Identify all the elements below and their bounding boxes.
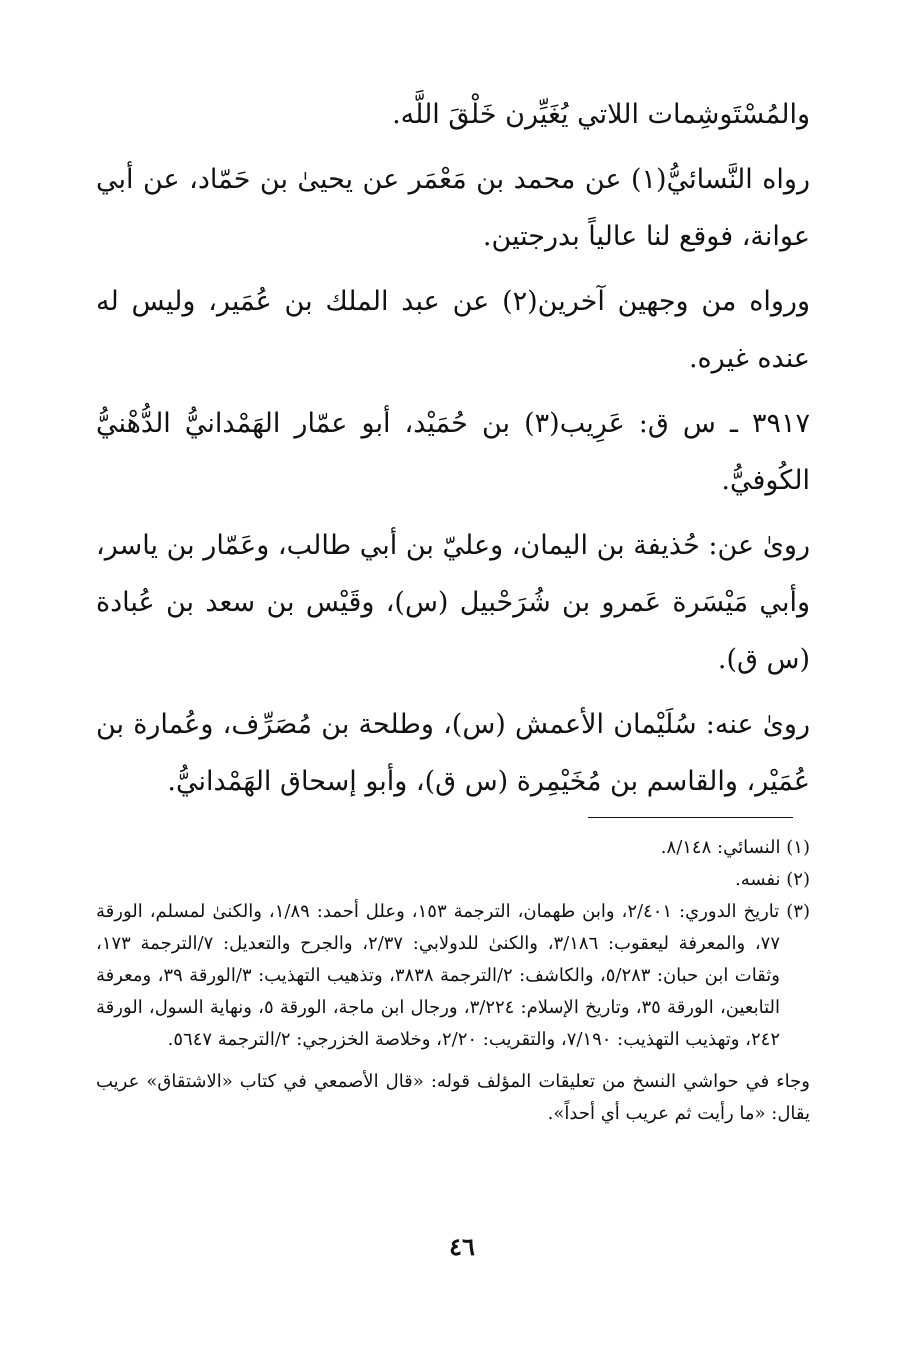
entry-heading-3917: ٣٩١٧ ـ س ق: عَرِيب(٣) بن حُمَيْد، أبو عمّار الهَمْدانيُّ الدُّهْنيُّ الكُوفيُّ.: [96, 408, 810, 496]
footnote-2: (٢) نفسه.: [735, 869, 810, 890]
narrated-by-paragraph: روىٰ عنه: سُلَيْمان الأعمش (س)، وطلحة بن مُصَرِّف، وعُمارة بن عُمَيْر، والقاسم بن مُخَيْمِرة (س ق)، وأبو إسحاق الهَمْدانيُّ.: [96, 709, 810, 797]
main-text: [96, 86, 810, 818]
page-number: ٤٦: [449, 1232, 475, 1261]
footnotes: [96, 832, 810, 1130]
paragraph-3: ورواه من وجهين آخرين(٢) عن عبد الملك بن عُمَير، وليس له عنده غيره.: [96, 286, 811, 374]
footnote-1: (١) النسائي: ٨/١٤٨.: [660, 837, 810, 858]
footnote-3: (٣) تاريخ الدوري: ٢/٤٠١، وابن طهمان، الترجمة ١٥٣، وعلل أحمد: ١/٨٩، والكنىٰ لمسلم، الورقة ٧٧، والمعرفة ليعقوب: ٣/١٨٦، والكنىٰ للدولابي: ٢/٣٧، والجرح والتعديل: ٧/الترجمة ١٧٣، وثقات ابن حبان: ٥/٢٨٣، والكاشف: ٢/الترجمة ٣٨٣٨، وتذهيب التهذيب: ٣/الورقة ٣٩، ومعرفة التابعين، الورقة ٣٥، وتاريخ الإسلام: ٣/٢٢٤، ورجال ابن ماجة، الورقة ٥، ونهاية السول، الورقة ٢٤٢، وتهذيب التهذيب: ٧/١٩٠، والتقريب: ٢/٢٠، وخلاصة الخزرجي: ٢/الترجمة ٥٦٤٧.: [96, 901, 810, 1050]
footnote-author-remark: وجاء في حواشي النسخ من تعليقات المؤلف قوله: «قال الأصمعي في كتاب «الاشتقاق» عريب يقال: «ما رأيت ثم عريب أي أحداً».: [96, 1071, 810, 1124]
footnote-divider: [588, 817, 793, 818]
narrated-from-paragraph: روىٰ عن: حُذيفة بن اليمان، وعليّ بن أبي طالب، وعَمّار بن ياسر، وأبي مَيْسَرة عَمرو بن شُرَحْبيل (س)، وقَيْس بن سعد بن عُبادة (س ق).: [96, 530, 810, 675]
paragraph-1: والمُسْتَوشِمات اللاتي يُغَيِّرن خَلْقَ اللَّه.: [392, 99, 810, 130]
paragraph-2: رواه النَّسائيُّ(١) عن محمد بن مَعْمَر عن يحيىٰ بن حَمّاد، عن أبي عوانة، فوقع لنا عالياً بدرجتين.: [96, 164, 810, 252]
